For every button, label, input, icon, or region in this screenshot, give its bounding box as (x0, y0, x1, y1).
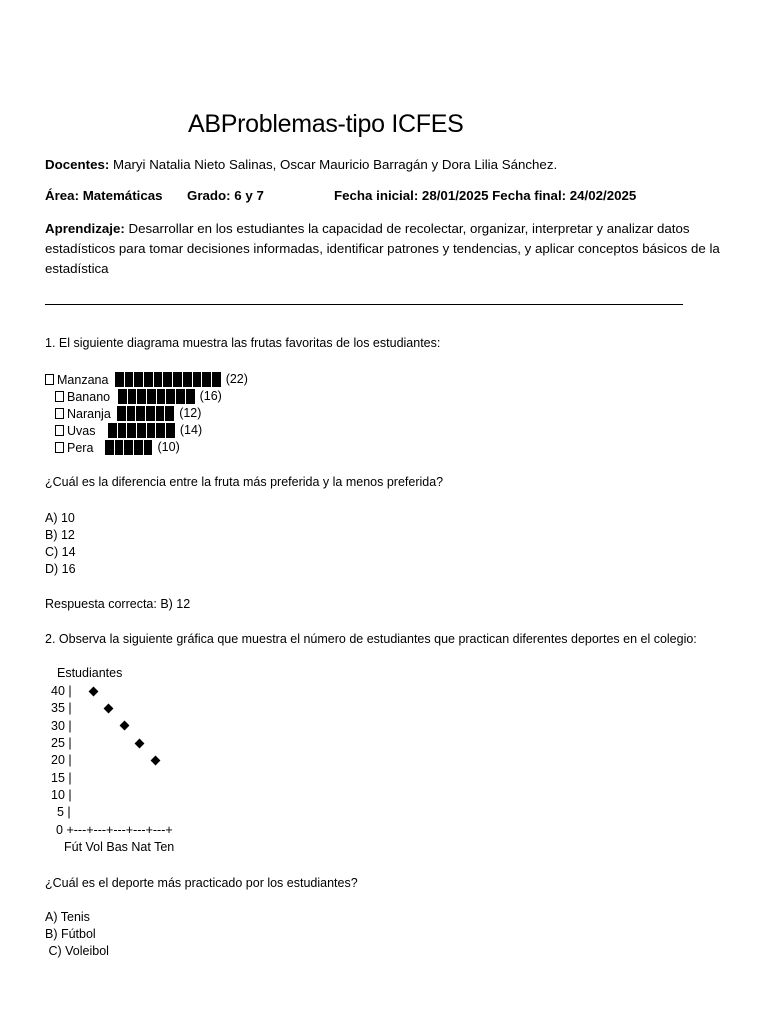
chart-point-Vol (104, 703, 114, 713)
chart-ytick: 25 | (51, 735, 72, 750)
fruit-bar-segment (173, 372, 183, 387)
chart-y-zero: 0 (56, 823, 63, 837)
fruit-label: Banano (67, 389, 111, 404)
fruit-bar (118, 389, 196, 404)
fruit-bar (117, 406, 175, 421)
fruit-bar-segment (147, 389, 157, 404)
fruit-value: (14) (179, 423, 203, 437)
fruit-bar-segment (156, 423, 166, 438)
chart-point-Fút (88, 686, 98, 696)
docentes-line (45, 157, 557, 172)
aprendizaje-text: Desarrollar en los estudiantes la capacidad de recolectar, organizar, interpretar y analizar datos estadísticos para tomar decisiones informadas, identificar patrones y tendencias, y aplicar conceptos básicos de la estadística (45, 221, 720, 276)
page-title: ABProblemas-tipo ICFES (188, 110, 464, 138)
fruit-bar-segment (125, 372, 135, 387)
fruit-icon (45, 374, 54, 385)
q1-option-b: B) 12 (45, 528, 75, 542)
q2-prompt: 2. Observa la siguiente gráfica que muestra el número de estudiantes que practican diferentes deportes en el colegio: (45, 632, 697, 646)
fruit-bar-segment (193, 372, 203, 387)
chart-ytick: 40 | (51, 684, 72, 698)
fruit-bar-segment (146, 406, 156, 421)
fruit-icon (55, 442, 64, 453)
fruit-bar-segment (212, 372, 222, 387)
fruit-bar-segment (115, 440, 125, 455)
q1-option-c: C) 14 (45, 545, 76, 559)
fruit-bar-segment (134, 440, 144, 455)
fruit-bar-segment (183, 372, 193, 387)
q2-question: ¿Cuál es el deporte más practicado por los estudiantes? (45, 876, 358, 890)
aprendizaje-label: Aprendizaje: (45, 221, 125, 236)
fruit-bar (108, 423, 176, 438)
fruit-value: (22) (225, 372, 248, 386)
fruit-bar-segment (186, 389, 196, 404)
fruit-label: Naranja (67, 406, 111, 421)
q1-question: ¿Cuál es la diferencia entre la fruta más preferida y la menos preferida? (45, 475, 444, 489)
fruit-label: Uvas (67, 423, 96, 438)
fechas-label: Fecha inicial: 28/01/2025 Fecha final: 24/02/2025 (334, 188, 637, 203)
q2-option-a: A) Tenis (45, 910, 90, 924)
fruit-bar-segment (137, 389, 147, 404)
fruit-bar-segment (128, 389, 138, 404)
fruit-bar-segment (105, 440, 115, 455)
fruit-bar-segment (118, 389, 128, 404)
fruit-icon (55, 425, 64, 436)
fruit-bar-segment (163, 372, 173, 387)
chart-point-Ten (150, 756, 160, 766)
fruit-bar-segment (127, 423, 137, 438)
fruit-row-4 (55, 439, 93, 456)
fruit-bar-segment (137, 423, 147, 438)
fruit-bar-segment (118, 423, 128, 438)
area-label: Área: Matemáticas (45, 188, 163, 203)
fruit-value: (16) (199, 389, 222, 403)
fruit-bar-segment (147, 423, 157, 438)
fruit-row-2 (55, 405, 111, 422)
fruit-bar-segment (108, 423, 118, 438)
fruit-row-3 (55, 422, 95, 439)
fruit-bar-segment (127, 406, 137, 421)
docentes-label: Docentes: (45, 157, 110, 172)
chart-point-Nat (135, 738, 145, 748)
chart-ytick: 20 | (51, 753, 72, 768)
q2-option-b: B) Fútbol (45, 927, 96, 941)
q1-answer: Respuesta correcta: B) 12 (45, 597, 191, 611)
fruit-bar-segment (117, 406, 127, 421)
fruit-label: Manzana (57, 372, 109, 387)
chart-ylabel: Estudiantes (57, 666, 123, 680)
chart-xaxis-line (56, 823, 173, 837)
fruit-value: (12) (179, 406, 202, 420)
separator-line (45, 304, 683, 305)
fruit-bar-segment (176, 389, 186, 404)
fruit-bar-segment (136, 406, 146, 421)
fruit-bar-segment (156, 406, 166, 421)
fruit-label: Pera (67, 440, 94, 455)
docentes-rest: , Oscar Mauricio Barragán y Dora Lilia Sánchez. (272, 157, 558, 172)
fruit-bar-segment (134, 372, 144, 387)
fruit-bar-segment (202, 372, 212, 387)
fruit-value: (10) (157, 440, 180, 454)
chart-ytick: 35 | (51, 701, 72, 716)
fruit-bar-segment (154, 372, 164, 387)
fruit-bar-segment (144, 372, 154, 387)
fruit-row-1 (55, 388, 110, 405)
fruit-icon (55, 391, 64, 402)
chart-ytick: 15 | (51, 770, 72, 785)
fruit-bar (115, 372, 222, 387)
q1-option-a: A) 10 (45, 511, 75, 525)
fruit-bar-segment (166, 389, 176, 404)
aprendizaje-paragraph (45, 219, 725, 279)
chart-point-Bas (119, 721, 129, 731)
fruit-bar-segment (124, 440, 134, 455)
q1-prompt: 1. El siguiente diagrama muestra las frutas favoritas de los estudiantes: (45, 336, 441, 350)
fruit-bar-segment (157, 389, 167, 404)
fruit-bar (105, 440, 153, 455)
grado-label: Grado: 6 y 7 (187, 188, 264, 203)
chart-ytick: 5 | (57, 805, 71, 820)
chart-ytick: 30 | (51, 718, 72, 733)
fruit-bar-segment (115, 372, 125, 387)
fruit-bar-segment (166, 423, 176, 438)
chart-xlabels: Fút Vol Bas Nat Ten (64, 840, 175, 854)
fruit-icon (55, 408, 64, 419)
fruit-bar-segment (144, 440, 154, 455)
docentes-names: Maryi Natalia Nieto Salinas (113, 157, 273, 172)
q1-option-d: D) 16 (45, 562, 76, 576)
chart-axis-ticks: +---+---+---+---+---+ (66, 823, 173, 837)
fruit-bar-segment (165, 406, 175, 421)
q2-option-c: C) Voleibol (45, 944, 109, 958)
chart-ytick: 10 | (51, 787, 72, 802)
fruit-row-0 (45, 371, 108, 388)
